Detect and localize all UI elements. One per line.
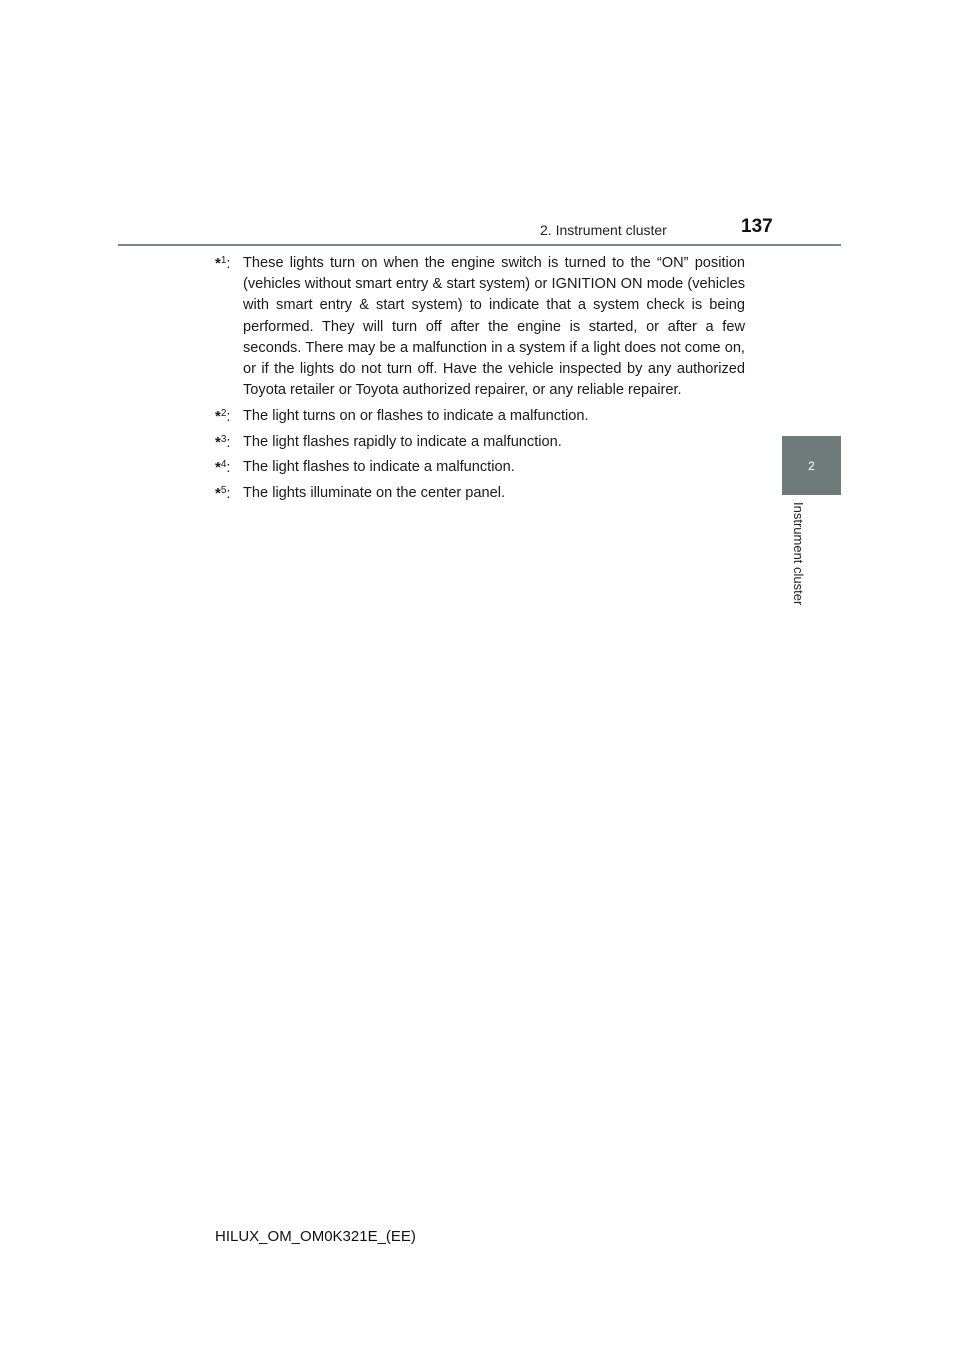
footnote-text: These lights turn on when the engine switch is turned to the “ON” position (vehicles without smart entry & start system) or IGNITION ON mode (vehicles with smart entry & start system) to indicate that a system check is being performed. They will turn off after the engine is started, or after a few seconds. There may be a malfunction in a system if a light does not come on, or if the lights do not turn off. Have the vehicle inspected by any authorized Toyota retailer or Toyota authorized repairer, or any reliable repairer.	[243, 255, 745, 399]
page-number: 137	[741, 216, 773, 237]
document-code: HILUX_OM_OM0K321E_(EE)	[215, 1228, 416, 1245]
footnote-marker: *$^4$:	[215, 459, 231, 477]
footnote-2	[215, 406, 745, 427]
footnote-list	[215, 253, 745, 509]
footnote-4	[215, 457, 745, 478]
chapter-number: 2	[808, 458, 815, 473]
footnote-marker: *$^5$:	[215, 485, 231, 503]
footnote-marker: *$^1$:	[215, 255, 231, 272]
footnote-text: The light flashes rapidly to indicate a malfunction.	[243, 433, 562, 450]
footnote-1	[215, 253, 745, 401]
footnote-marker: *$^2$:	[215, 407, 231, 425]
section-title: 2. Instrument cluster	[540, 222, 667, 238]
footnote-text: The lights illuminate on the center panel.	[243, 485, 506, 502]
header-divider	[118, 244, 841, 246]
footnote-marker: *$^3$:	[215, 433, 231, 451]
footnote-text: The light flashes to indicate a malfunction.	[243, 459, 515, 476]
chapter-label: Instrument cluster	[791, 502, 806, 606]
footnote-3	[215, 432, 745, 453]
footnote-5	[215, 483, 745, 504]
chapter-tab	[782, 436, 841, 495]
footnote-text: The light turns on or flashes to indicate a malfunction.	[243, 407, 589, 424]
